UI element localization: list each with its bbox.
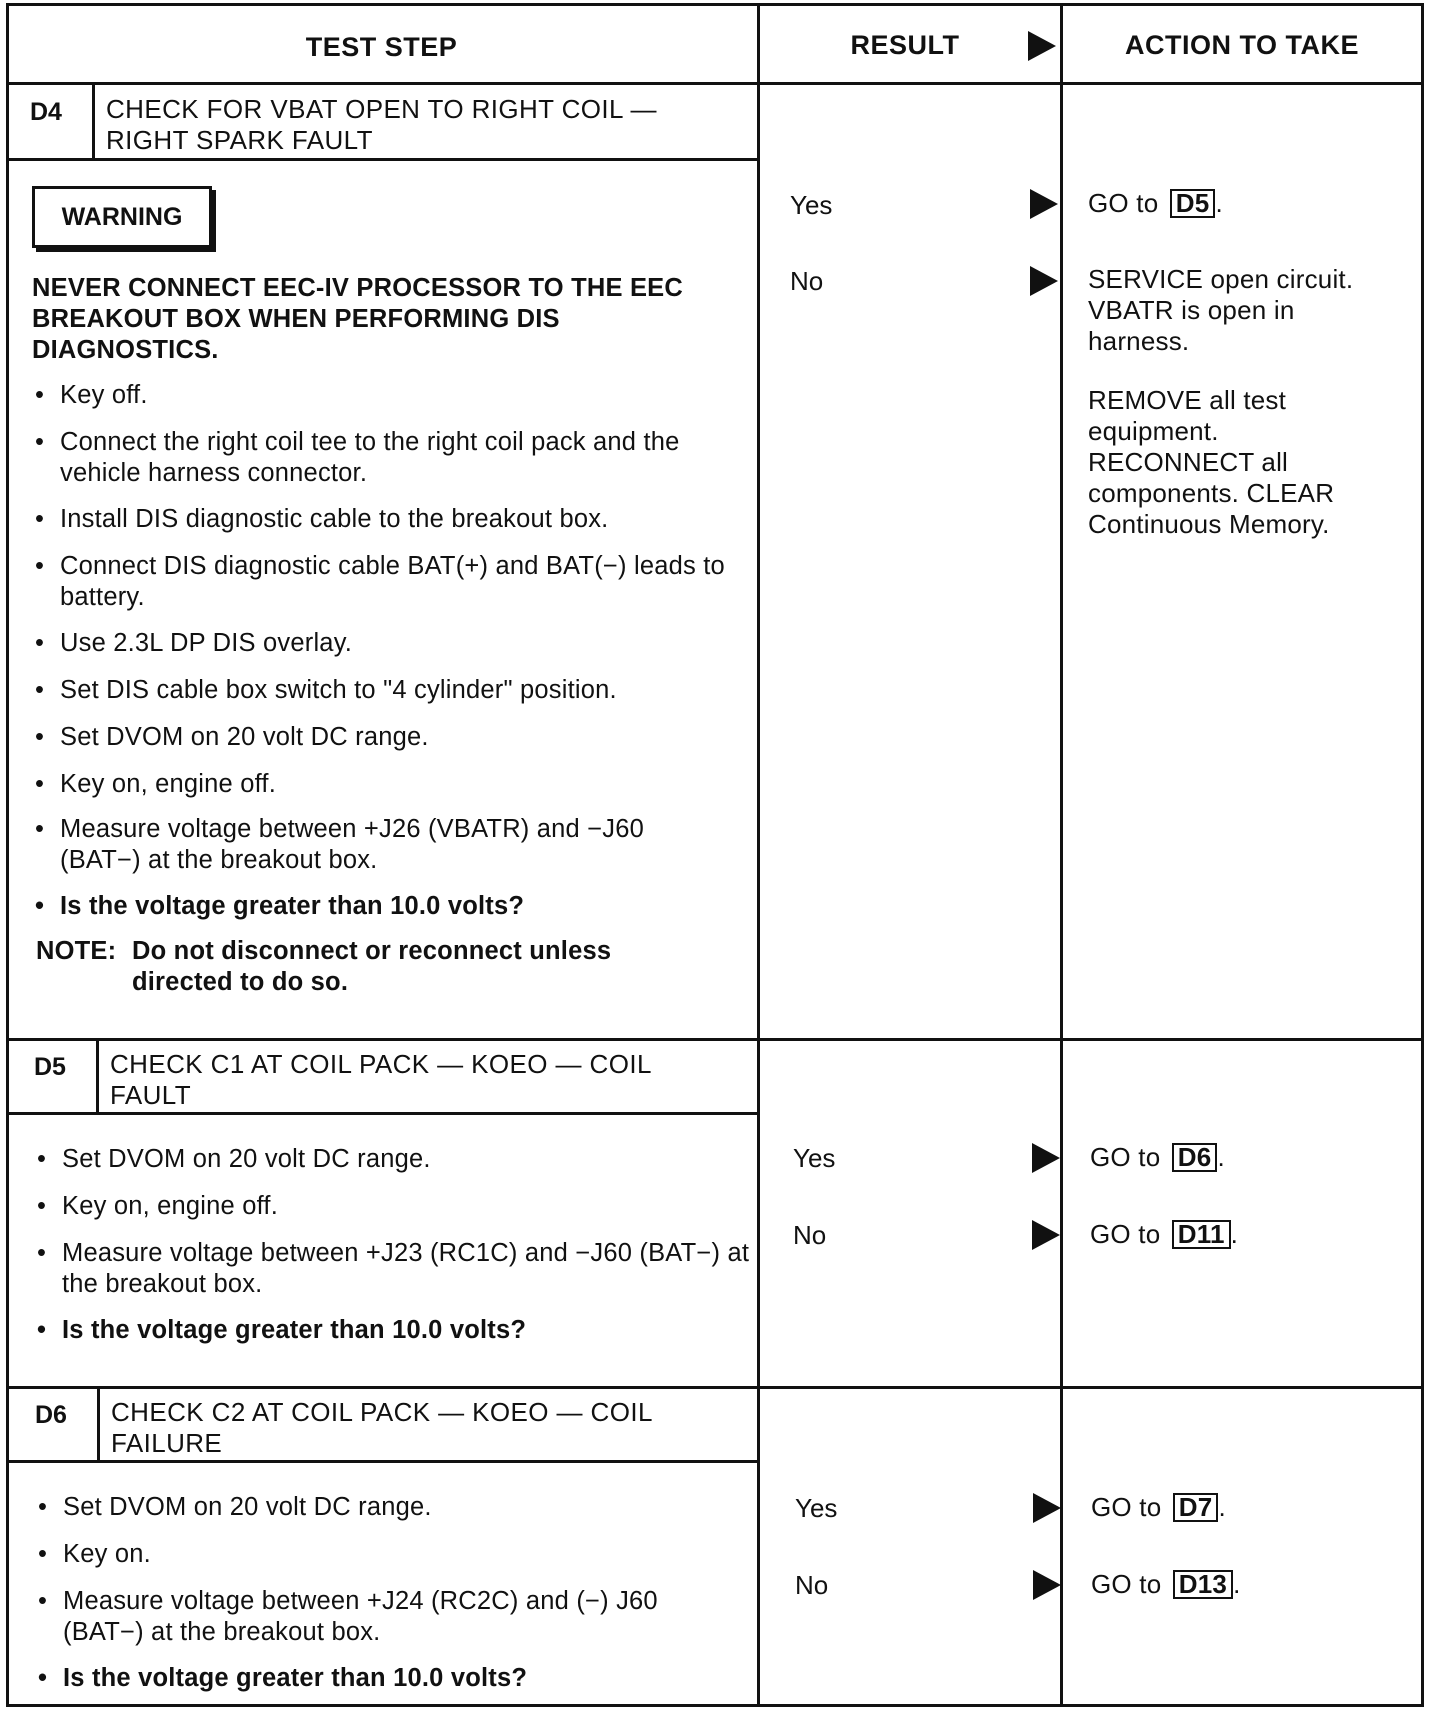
arrow-icon — [1033, 1570, 1061, 1600]
arrow-icon — [1032, 1220, 1060, 1250]
result-yes: Yes — [790, 190, 833, 220]
action-column-divider — [1060, 3, 1063, 1707]
step-title: CHECK C2 AT COIL PACK — KOEO — COIL FAILURE — [111, 1397, 652, 1458]
result-no: No — [793, 1220, 827, 1250]
result-no: No — [795, 1570, 829, 1600]
list-item: • Measure voltage between +J23 (RC1C) and −J60 (BAT−) at the breakout box. — [34, 1238, 762, 1300]
list-item: • Set DVOM on 20 volt DC range. — [35, 1492, 763, 1523]
step-id: D6 — [35, 1401, 67, 1429]
action-prefix: GO to — [1091, 1569, 1162, 1599]
list-item: • Set DVOM on 20 volt DC range. — [32, 722, 750, 753]
d6-id-divider — [97, 1386, 100, 1462]
action-prefix: GO to — [1091, 1492, 1162, 1522]
list-item: • Connect DIS diagnostic cable BAT(+) and BAT(−) leads to battery. — [32, 551, 750, 613]
d6-title-underline — [6, 1460, 759, 1463]
step-ref-link[interactable]: D6 — [1172, 1143, 1218, 1172]
d5-title-underline — [6, 1112, 759, 1115]
action-prefix: GO to — [1088, 188, 1159, 218]
list-item: • Measure voltage between +J26 (VBATR) and −J60 (BAT−) at the breakout box. — [32, 814, 700, 876]
action-prefix: GO to — [1090, 1219, 1161, 1249]
warning-label: WARNING — [61, 203, 183, 231]
arrow-icon — [1030, 266, 1058, 296]
action-text: SERVICE open circuit. VBATR is open in harness. — [1088, 264, 1354, 356]
action-goto: GO to D5 . — [1088, 188, 1223, 218]
header-arrow-icon — [1028, 31, 1056, 61]
list-item-question: • Is the voltage greater than 10.0 volts? — [32, 891, 750, 922]
note-label: NOTE: — [36, 937, 117, 965]
table-top-border — [6, 3, 1424, 6]
arrow-icon — [1032, 1143, 1060, 1173]
list-item: • Set DVOM on 20 volt DC range. — [34, 1144, 762, 1175]
warning-box — [32, 186, 212, 248]
table-right-border — [1421, 3, 1424, 1707]
step-title: CHECK FOR VBAT OPEN TO RIGHT COIL — RIGHT SPARK FAULT — [106, 94, 657, 155]
list-item: • Key off. — [32, 380, 750, 411]
header-action: ACTION TO TAKE — [1125, 30, 1359, 60]
list-item: • Set DIS cable box switch to "4 cylinder" position. — [32, 675, 760, 706]
table-bottom-border — [6, 1704, 1424, 1707]
step-id: D4 — [30, 98, 62, 126]
d5-id-divider — [96, 1038, 99, 1114]
header-divider — [6, 82, 1424, 85]
step-id: D5 — [34, 1053, 66, 1081]
step-ref-link[interactable]: D5 — [1170, 189, 1216, 218]
action-goto: GO to D7 . — [1091, 1492, 1226, 1522]
result-column-divider — [757, 3, 760, 1707]
step-ref-link[interactable]: D11 — [1172, 1220, 1231, 1249]
step-ref-link[interactable]: D7 — [1173, 1493, 1219, 1522]
d4-title-underline — [6, 158, 759, 161]
header-result: RESULT — [850, 30, 960, 60]
list-item: • Use 2.3L DP DIS overlay. — [32, 628, 750, 659]
list-item-question: • Is the voltage greater than 10.0 volts? — [35, 1663, 763, 1694]
step-ref-link[interactable]: D13 — [1173, 1570, 1233, 1599]
result-yes: Yes — [795, 1493, 838, 1523]
action-goto: GO to D13 . — [1091, 1569, 1241, 1599]
section-divider-d5 — [6, 1038, 1424, 1041]
header-test-step: TEST STEP — [305, 32, 458, 62]
result-yes: Yes — [793, 1143, 836, 1173]
list-item: • Connect the right coil tee to the right coil pack and the vehicle harness connector. — [32, 427, 750, 489]
list-item: • Key on, engine off. — [32, 769, 750, 800]
section-divider-d6 — [6, 1386, 1424, 1389]
table-left-border — [6, 3, 9, 1707]
arrow-icon — [1033, 1493, 1061, 1523]
note-text: Do not disconnect or reconnect unless directed to do so. — [132, 937, 612, 996]
action-goto: GO to D6 . — [1090, 1142, 1225, 1172]
d4-id-divider — [92, 82, 95, 160]
arrow-icon — [1030, 189, 1058, 219]
list-item: • Key on, engine off. — [34, 1191, 762, 1222]
step-title: CHECK C1 AT COIL PACK — KOEO — COIL FAULT — [110, 1049, 651, 1110]
list-item: • Key on. — [35, 1539, 763, 1570]
list-item: • Measure voltage between +J24 (RC2C) and (−) J60 (BAT−) at the breakout box. — [35, 1586, 743, 1648]
action-text: REMOVE all test equipment. RECONNECT all components. CLEAR Continuous Memory. — [1088, 385, 1335, 539]
result-no: No — [790, 266, 824, 296]
action-prefix: GO to — [1090, 1142, 1161, 1172]
warning-text: NEVER CONNECT EEC-IV PROCESSOR TO THE EEC BREAKOUT BOX WHEN PERFORMING DIS DIAGNOSTICS. — [32, 274, 683, 364]
list-item: • Install DIS diagnostic cable to the breakout box. — [32, 504, 750, 535]
action-goto: GO to D11 . — [1090, 1219, 1239, 1249]
list-item-question: • Is the voltage greater than 10.0 volts? — [34, 1315, 762, 1346]
